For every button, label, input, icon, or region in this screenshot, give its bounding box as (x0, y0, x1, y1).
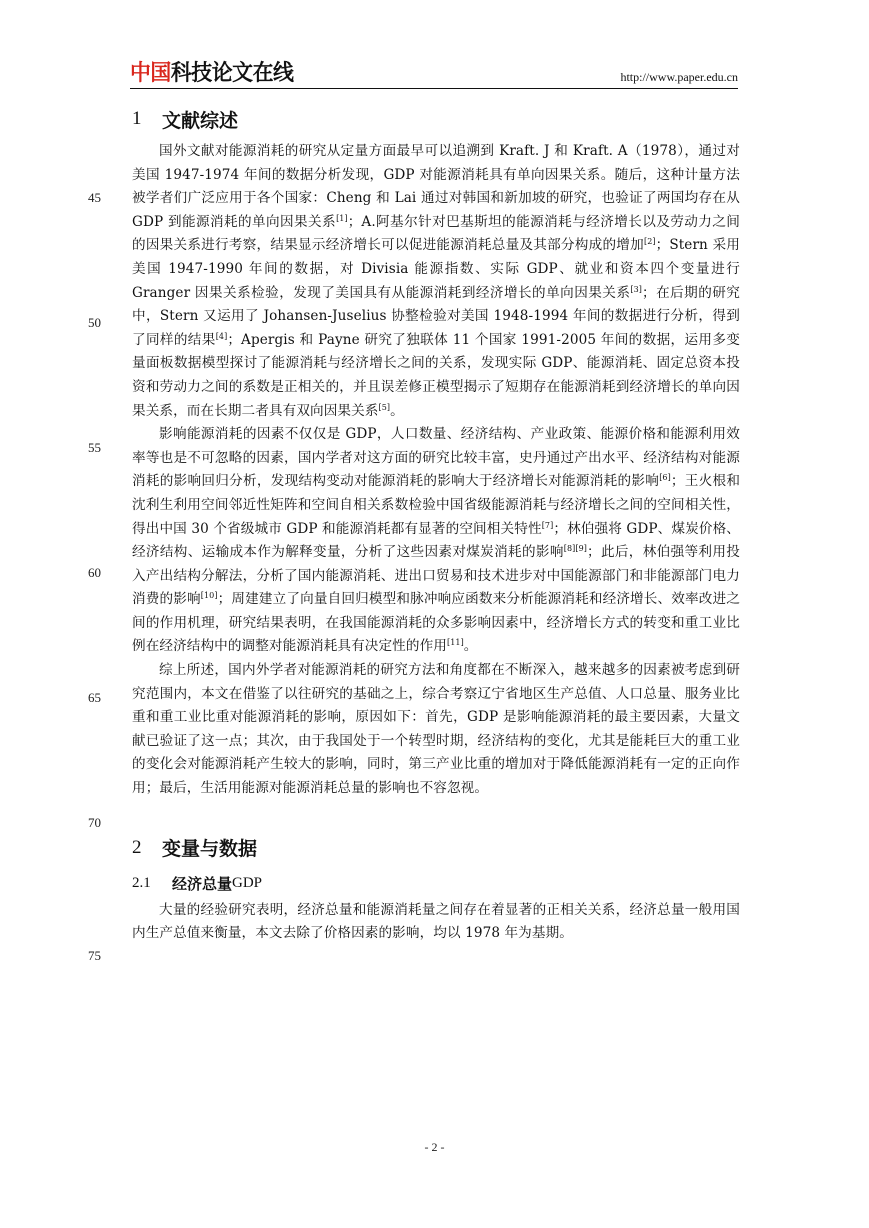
citation-ref[interactable]: [7] (541, 520, 554, 530)
text-run: ；Apergis 和 Payne 研究了独联体 11 个国家 1991-2005 年间的数据，运用多变量面板数据模型探讨了能源消耗与经济增长之间的关系，发现实际 GDP、能源消耗、固定总资本投资和劳动力之间的系数是正相关的，并且误差修正模型揭示了短期存在能源消耗到经济增长的单向因果关系，而在长期二者具有双向因果关系 (132, 331, 740, 419)
paragraph: 大量的经验研究表明，经济总量和能源消耗量之间存在着显著的正相关关系，经济总量一般用国内生产总值来衡量，本文去除了价格因素的影响，均以 1978 年为基期。 (132, 901, 740, 942)
subsection-number: 2.1 (132, 875, 151, 892)
line-number: 70 (88, 815, 101, 830)
page-header (130, 60, 738, 90)
page-number: - 2 - (424, 1140, 445, 1154)
header-url[interactable]: http://www.paper.edu.cn (620, 70, 738, 84)
section-title: 文献综述 (162, 109, 239, 132)
site-logo (130, 62, 293, 86)
citation-ref[interactable]: [10] (200, 591, 218, 601)
subsection-title-suffix: GDP (232, 875, 263, 892)
logo-text-red: 中国 (130, 61, 171, 86)
citation-ref[interactable]: [1] (336, 213, 348, 223)
logo-text-dark: 科技论文在线 (170, 61, 294, 86)
text-run: ；A.阿基尔针对巴基斯坦的能源消耗与经济增长以及劳动力之间的因果关系进行考察，结果显示经济增长可以促进能源消耗总量及其部分构成的增加 (132, 213, 740, 254)
text-run: 综上所述，国内外学者对能源消耗的研究方法和角度都在不断深入，越来越多的因素被考虑到研究范围内，本文在借鉴了以往研究的基础之上，综合考察辽宁省地区生产总值、人口总量、服务业比重和重工业比重对能源消耗的影响，原因如下：首先，GDP 是影响能源消耗的最主要因素，大量文献已验证了这一点；其次，由于我国处于一个转型时期，经济结构的变化，尤其是能耗巨大的重工业的变化会对能源消耗产生较大的影响，同时，第三产业比重的增加对于降低能源消耗有一定的正向作用；最后，生活用能源对能源消耗总量的影响也不容忽视。 (132, 662, 740, 797)
citation-ref[interactable]: [8][9] (563, 544, 588, 554)
text-run: 。 (390, 402, 404, 419)
line-number: 50 (88, 315, 101, 330)
citation-ref[interactable]: [6] (659, 473, 671, 483)
section-number: 1 (132, 108, 142, 129)
citation-ref[interactable]: [3] (630, 284, 643, 294)
text-run: 。 (463, 638, 478, 655)
paragraph (132, 659, 740, 801)
citation-ref[interactable]: [2] (644, 237, 656, 247)
line-number: 65 (88, 690, 101, 705)
section-number: 2 (132, 836, 142, 858)
section-title: 变量与数据 (162, 838, 258, 861)
header-rule (130, 88, 738, 89)
text-run: ；王火根和沈利生利用空间邻近性矩阵和空间自相关系数检验中国省级能源消耗与经济增长之间的空间相关性，得出中国 30 个省级城市 GDP 和能源消耗都有显著的空间相关特性 (132, 473, 741, 537)
section-heading (132, 835, 740, 861)
text-run: ；在后期的研究中，Stern 又运用了 Johansen-Juselius 协整检验对美国 1948-1994 年间的数据进行分析，得到了同样的结果 (132, 284, 741, 348)
line-number: 55 (88, 440, 101, 455)
text-run: ；周建建立了向量自回归模型和脉冲响应函数来分析能源消耗和经济增长、效率改进之间的作用机理，研究结果表明，在我国能源消耗的众多影响因素中，经济增长方式的转变和重工业比例在经济结构中的调整对能源消耗具有决定性的作用 (132, 591, 741, 655)
citation-ref[interactable]: [5] (378, 402, 391, 412)
paragraph (132, 423, 740, 659)
line-number: 75 (88, 948, 101, 963)
paragraph (132, 140, 740, 423)
citation-ref[interactable]: [11] (446, 638, 464, 648)
line-number: 45 (88, 190, 101, 205)
subsection-heading (132, 873, 740, 895)
line-number: 60 (88, 565, 101, 580)
main-content (132, 106, 740, 946)
text-run: 国外文献对能源消耗的研究从定量方面最早可以追溯到 Kraft. J 和 Kraft. A（1978），通过对美国 1947-1974 年间的数据分析发现，GDP 对能源消耗具有单向因果关系。随后，这种计量方法被学者们广泛应用于各个国家：Cheng 和 Lai 通过对韩国和新加坡的研究，也验证了两国均存在从 GDP 到能源消耗的单向因果关系 (132, 143, 740, 230)
text-run: 影响能源消耗的因素不仅仅是 GDP，人口数量、经济结构、产业政策、能源价格和能源利用效率等也是不可忽略的因素，国内学者对这方面的研究比较丰富，史丹通过产出水平、经济结构对能源消耗的影响回归分析，发现结构变动对能源消耗的影响大于经济增长对能源消耗的影响 (132, 426, 740, 490)
text-run: ；林伯强将 GDP、煤炭价格、经济结构、运输成本作为解释变量，分析了这些因素对煤炭消耗的影响 (132, 520, 740, 561)
text-run: ；Stern 采用美国 1947-1990 年间的数据，对 Divisia 能源指数、实际 GDP、就业和资本四个变量进行 Granger 因果关系检验，发现了美国具有从能源消耗到经济增长的单向因果关系 (132, 237, 741, 301)
subsection-title: 经济总量 (172, 875, 233, 894)
section-heading (132, 106, 740, 132)
citation-ref[interactable]: [4] (215, 331, 228, 341)
text-run: ；此后，林伯强等利用投入产出结构分解法，分析了国内能源消耗、进出口贸易和技术进步对中国能源部门和非能源部门电力消费的影响 (132, 544, 740, 608)
